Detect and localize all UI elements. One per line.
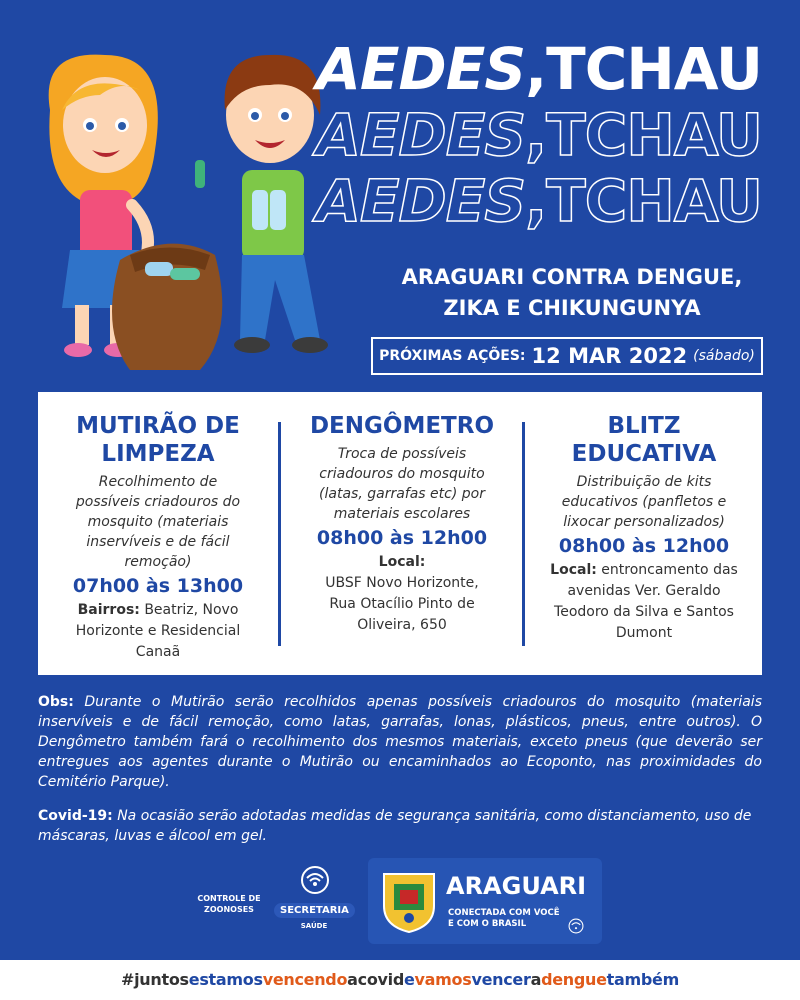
dengometro-title: [282, 412, 522, 440]
araguari-slogan-line-1: CONECTADA COM VOCÊ: [448, 908, 560, 918]
column-blitz: [526, 392, 762, 695]
covid-label: Covid-19:: [38, 808, 113, 824]
column-divider-1: [278, 422, 281, 646]
hashtag-part: estamos: [188, 970, 263, 989]
next-actions-day: (sábado): [693, 348, 755, 364]
saude-label: SAÚDE: [300, 922, 328, 930]
mutirao-time: 07h00 às 13h00: [72, 575, 244, 597]
title-line-2-outline: [316, 101, 762, 169]
araguari-slogan: [448, 908, 560, 930]
dengometro-location-text: UBSF Novo Horizonte, Rua Otacílio Pinto de Oliveira, 650: [325, 575, 479, 633]
subtitle-line-1: ARAGUARI CONTRA DENGUE,: [401, 265, 743, 289]
mutirao-location-text: Beatriz, Novo Horizonte e Residencial Canaã: [75, 602, 241, 660]
dengometro-title-line-1: DENGÔMETRO: [309, 413, 495, 439]
observations-paragraph: [38, 692, 762, 792]
dengometro-location: [317, 552, 487, 636]
dengometro-location-label: Local:: [378, 554, 426, 570]
blitz-title-line-2: EDUCATIVA: [571, 441, 717, 467]
hashtag-part: também: [606, 970, 679, 989]
araguari-slogan-line-2: E COM O BRASIL: [448, 919, 527, 929]
hashtag-part: acovid: [347, 970, 404, 989]
dengometro-description: Troca de possíveis criadouros do mosquito (latas, garrafas etc) por materiais escolares: [319, 446, 485, 522]
title-tchau-outline-3: ,TCHAU: [525, 167, 762, 235]
araguari-name: ARAGUARI: [446, 872, 587, 900]
title-aedes-outline-3: AEDES: [316, 167, 526, 235]
kids-recycling-illustration: [20, 40, 360, 380]
hashtag-bar: [0, 960, 800, 1000]
mutirao-location-label: Bairros:: [77, 602, 140, 618]
hashtag-part: a: [530, 970, 542, 989]
mutirao-location: [73, 600, 243, 663]
hashtag-part: e: [403, 970, 415, 989]
araguari-coat-of-arms-icon: [378, 868, 440, 934]
hashtag-part: #juntos: [121, 970, 189, 989]
covid-text: Na ocasião serão adotadas medidas de segurança sanitária, como distanciamento, uso de máscaras, luvas e álcool em gel.: [38, 808, 752, 844]
controle-zoonoses-text: CONTROLE DE ZOONOSES: [197, 894, 261, 914]
blitz-title: [526, 412, 762, 468]
mutirao-title: [38, 412, 278, 468]
title-aedes-outline-2: AEDES: [316, 101, 526, 169]
subtitle-line-2: ZIKA E CHIKUNGUNYA: [443, 296, 701, 320]
title-line-1: [316, 35, 762, 103]
blitz-location-text: entroncamento das avenidas Ver. Geraldo Teodoro da Silva e Santos Dumont: [554, 562, 738, 641]
mutirao-title-line-2: LIMPEZA: [101, 441, 215, 467]
hashtag-part: vencer: [471, 970, 531, 989]
next-actions-box: [371, 337, 763, 375]
small-wifi-circle-icon: [568, 918, 584, 934]
title-tchau: ,TCHAU: [525, 35, 762, 103]
obs-label: Obs:: [38, 694, 74, 710]
next-actions-date: 12 MAR 2022: [531, 344, 688, 368]
covid-paragraph: [38, 806, 762, 846]
title-tchau-outline-2: ,TCHAU: [525, 101, 762, 169]
obs-text: Durante o Mutirão serão recolhidos apenas possíveis criadouros do mosquito (materiais inservíveis e de fácil remoção, como latas, garrafas, lonas, plásticos, pneus, entre outros). O Dengômetro também fará o recolhimento dos mesmos materiais, exceto pneus (que deverão ser entregues aos agentes durante o Mutirão ou encaminhados ao Ecoponto, nas proximidades do Cemitério Parque).: [38, 694, 762, 790]
hashtag-part: vencendo: [262, 970, 348, 989]
dengometro-time: 08h00 às 12h00: [316, 527, 488, 549]
actions-panel: [38, 392, 762, 675]
wifi-circle-icon: [300, 865, 330, 895]
title-line-3-outline: [316, 167, 762, 235]
blitz-location-label: Local:: [550, 562, 597, 578]
hashtag-part: dengue: [541, 970, 607, 989]
column-dengometro: [282, 392, 522, 695]
secretaria-saude-logo: [274, 865, 354, 930]
blitz-description: Distribuição de kits educativos (panfletos e lixocar personalizados): [561, 474, 727, 530]
blitz-location: [549, 560, 739, 644]
hashtag-part: vamos: [414, 970, 472, 989]
mutirao-title-line-1: MUTIRÃO DE: [76, 413, 240, 439]
campaign-subtitle: [372, 262, 772, 324]
next-actions-label: PRÓXIMAS AÇÕES:: [379, 348, 526, 364]
sack-with-bottles: [112, 244, 222, 370]
blitz-title-line-1: BLITZ: [607, 413, 681, 439]
mutirao-description: Recolhimento de possíveis criadouros do mosquito (materiais inservíveis e de fácil remoção): [75, 474, 241, 570]
araguari-logo-box: [368, 858, 602, 944]
secretaria-label: SECRETARIA: [274, 903, 355, 918]
column-divider-2: [522, 422, 525, 646]
title-aedes: AEDES: [316, 35, 526, 103]
blitz-time: 08h00 às 12h00: [558, 535, 730, 557]
zoonoses-logo-group: [190, 865, 355, 945]
column-mutirao: [38, 392, 278, 695]
